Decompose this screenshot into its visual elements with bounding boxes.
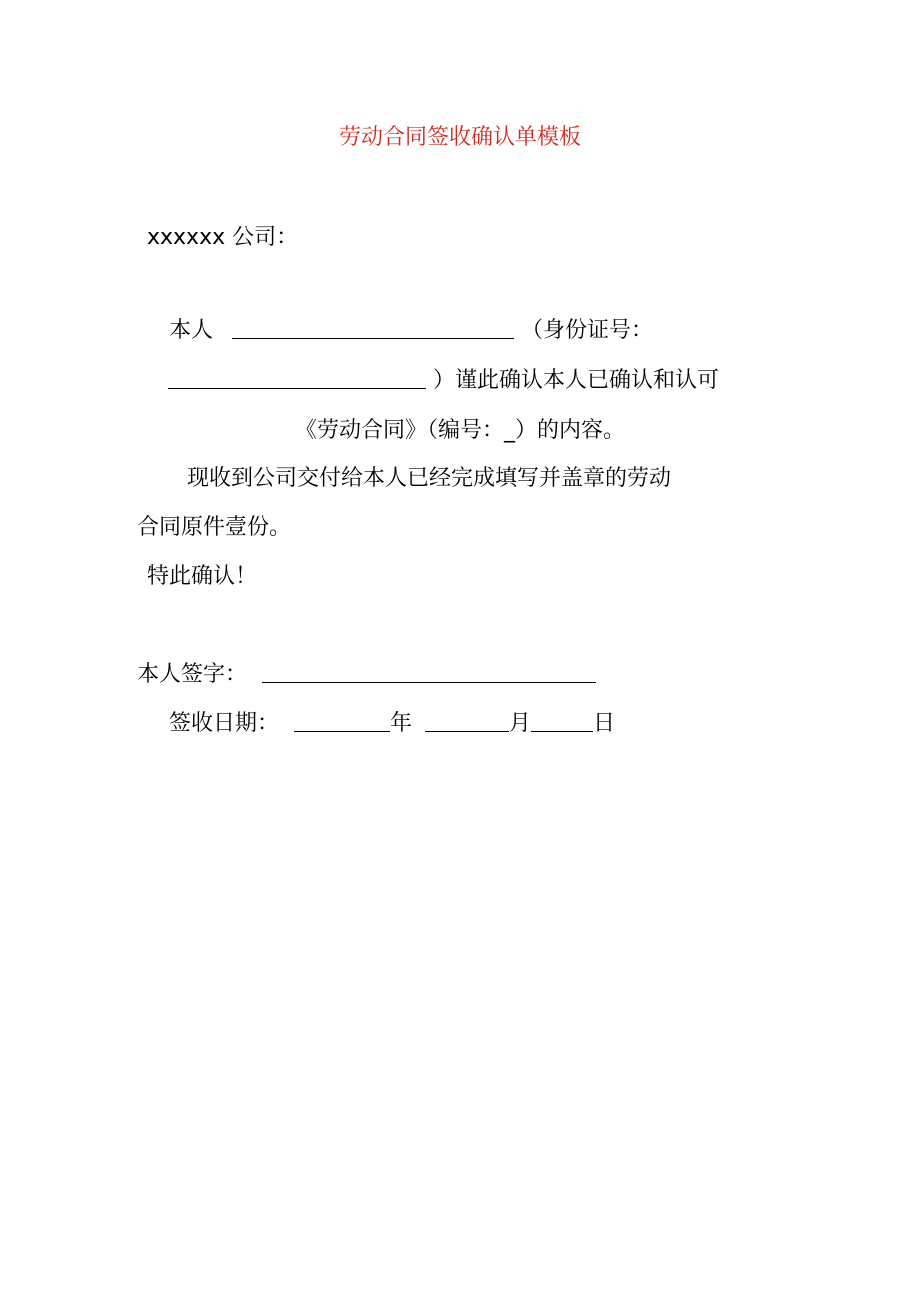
year-label: 年 [390,711,413,736]
document-title: 劳动合同签收确认单模板 [338,125,581,150]
signature-line [137,660,596,690]
month-blank [425,711,509,732]
date-line [169,709,615,739]
signature-blank [262,662,596,683]
received-line: 现收到公司交付给本人已经完成填写并盖章的劳动 [187,466,672,491]
confirmation-line [168,366,719,396]
id-number-label: （身份证号： [521,318,654,343]
identity-line [169,316,653,346]
day-label: 日 [593,711,616,736]
day-blank [531,711,593,732]
signature-label: 本人签字： [137,662,248,687]
self-label: 本人 [169,318,214,343]
id-number-blank [168,368,426,389]
year-blank [294,711,390,732]
addressee: xxxxxx 公司： [147,225,299,250]
month-label: 月 [509,711,532,736]
date-label: 签收日期： [169,711,280,736]
closing-statement: 特此确认！ [147,564,258,589]
confirmation-text: ）谨此确认本人已确认和认可 [433,368,720,393]
received-line-continued: 合同原件壹份。 [137,515,292,540]
name-blank [232,318,514,339]
contract-name-line: 《劳动合同》（编号：_）的内容。 [294,418,625,443]
